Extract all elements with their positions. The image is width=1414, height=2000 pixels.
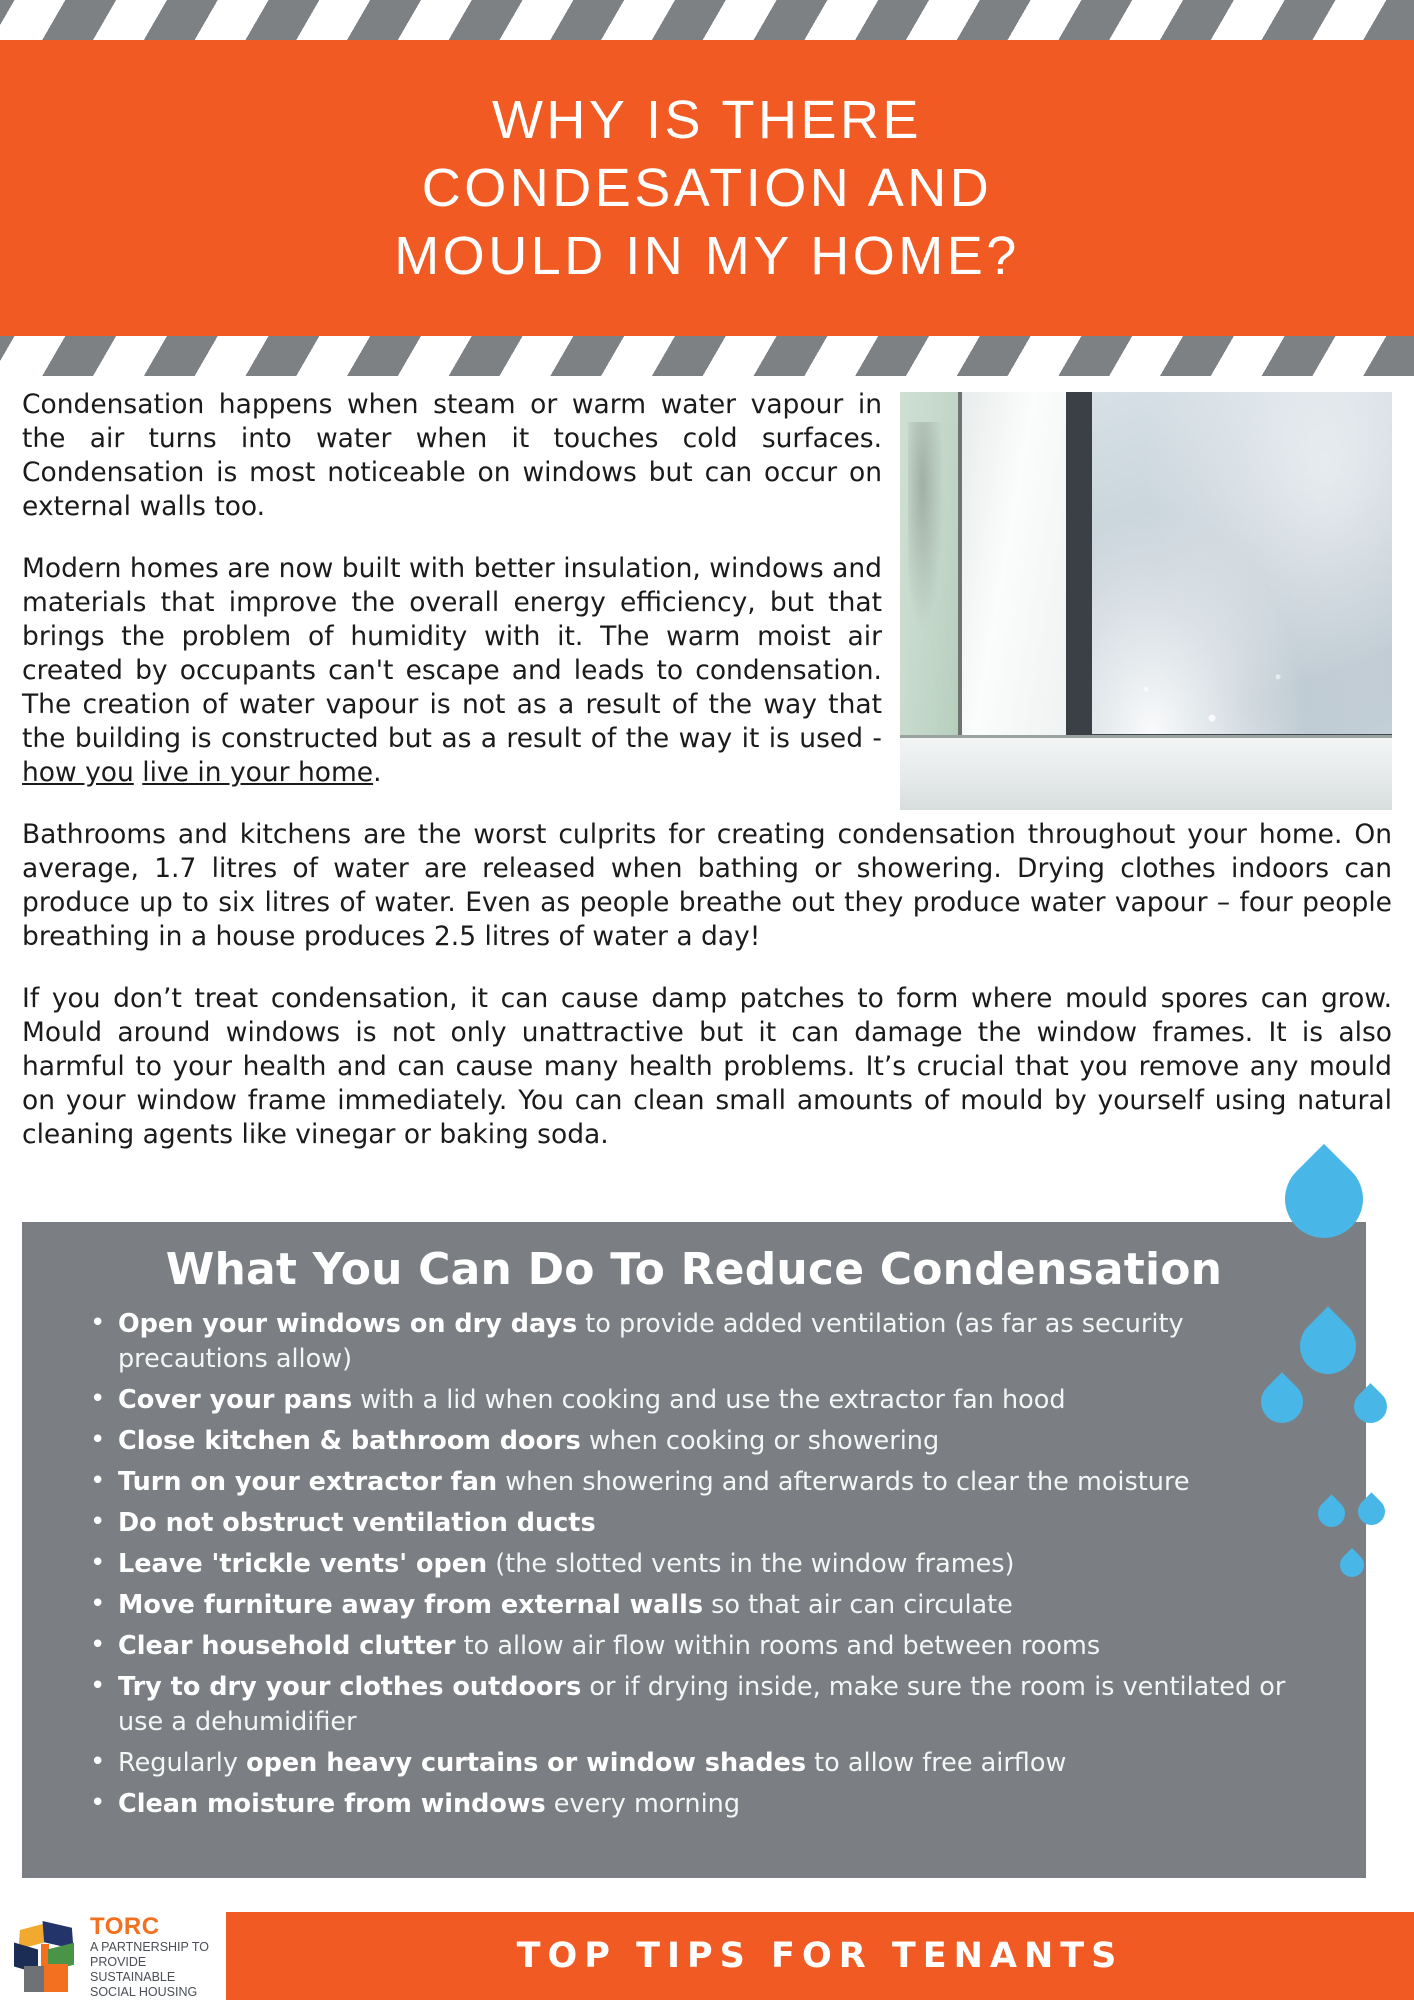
diagonal-stripe-band-top <box>0 0 1414 40</box>
list-item <box>76 1506 1312 1541</box>
tip-bold: Open your windows on dry days <box>118 1309 578 1339</box>
tip-rest: so that air can circulate <box>703 1590 1013 1620</box>
page-title-line-1: WHY IS THERE <box>491 90 923 150</box>
paragraph-2-text: Modern homes are now built with better insulation, windows and materials that improve the overall energy efficiency, but that brings the problem of humidity with it. The warm moist air created by occupants can't escape and leads to condensation. The creation of water vapour is not as a result of the way that the building is constructed but as a result of the way it is used - <box>22 553 882 754</box>
tip-bold: Leave 'trickle vents' open <box>118 1549 488 1579</box>
page-title-line-2: CONDESATION AND <box>421 158 993 218</box>
list-item <box>76 1547 1312 1582</box>
article-body <box>22 388 1392 1176</box>
logo-shape-gray <box>24 1966 44 1992</box>
paragraph-4: If you don’t treat condensation, it can cause damp patches to form where mould spores can grow. Mould around windows is not only unattractive but it can damage the window frames. It is also harmful to your health and can cause many health problems. It’s crucial that you remove any mould on your window frame immediately. You can clean small amounts of mould by yourself using natural cleaning agents like vinegar or baking soda. <box>22 983 1392 1150</box>
text-and-photo-wrap <box>22 388 1392 1152</box>
tip-bold: Close kitchen & bathroom doors <box>118 1426 581 1456</box>
torc-pinwheel-icon <box>14 1922 80 1992</box>
logo-tagline-line-1: A PARTNERSHIP TO PROVIDE <box>90 1940 210 1969</box>
logo-name: TORC <box>90 1913 160 1940</box>
logo-shape-orange <box>46 1964 68 1992</box>
list-item <box>76 1588 1312 1623</box>
tip-bold: Clean moisture from windows <box>118 1789 546 1819</box>
torc-logo-text <box>90 1914 219 2000</box>
list-item <box>76 1424 1312 1459</box>
tip-rest: (the slotted vents in the window frames) <box>487 1549 1015 1579</box>
tip-bold: Turn on your extractor fan <box>118 1467 498 1497</box>
diagonal-stripe-band-middle <box>0 336 1414 376</box>
torc-logo <box>14 1913 219 1999</box>
tip-rest: every morning <box>545 1789 741 1819</box>
footer-banner-text: TOP TIPS FOR TENANTS <box>516 1936 1124 1976</box>
tip-bold: Do not obstruct ventilation ducts <box>118 1508 596 1538</box>
tips-panel <box>22 1222 1366 1878</box>
header-banner <box>0 40 1414 336</box>
footer-banner <box>226 1912 1414 2000</box>
paragraph-2-period: . <box>373 757 382 788</box>
tip-rest: when cooking or showering <box>580 1426 940 1456</box>
list-item <box>76 1629 1312 1664</box>
photo-window-sill <box>900 735 1392 810</box>
paragraph-3: Bathrooms and kitchens are the worst culprits for creating condensation throughout your home. On average, 1.7 litres of water are released when bathing or showering. Drying clothes indoors can produce up to six litres of water. Even as people breathe out they produce water vapour – four people breathing in a house produces 2.5 litres of water a day! <box>22 819 1392 952</box>
tip-rest: to provide added ventilation (as far as security precautions allow) <box>118 1309 1184 1374</box>
page-title <box>157 86 1257 290</box>
tip-rest: or if drying inside, make sure the room is ventilated or use a dehumidifier <box>118 1672 1286 1737</box>
tip-bold: Cover your pans <box>118 1385 353 1415</box>
tips-heading: What You Can Do To Reduce Condensation <box>165 1244 1223 1295</box>
paragraph-1: Condensation happens when steam or warm water vapour in the air turns into water when it touches cold surfaces. Condensation is most noticeable on windows but can occur on external walls too. <box>22 389 882 522</box>
list-item <box>76 1383 1312 1418</box>
tip-bold: Clear household clutter <box>118 1631 456 1661</box>
list-item <box>76 1746 1312 1781</box>
tips-list <box>22 1307 1366 1822</box>
tip-rest: to allow air flow within rooms and between rooms <box>455 1631 1101 1661</box>
logo-tagline-line-2: SUSTAINABLE SOCIAL HOUSING <box>90 1970 198 1999</box>
list-item <box>76 1307 1312 1377</box>
list-item <box>76 1670 1312 1740</box>
photo-mould-stain <box>908 422 944 632</box>
tip-bold: Try to dry your clothes outdoors <box>118 1672 582 1702</box>
page-title-line-3: MOULD IN MY HOME? <box>394 226 1020 286</box>
tip-lead: Regularly <box>118 1748 247 1778</box>
link-how-you[interactable]: how you <box>22 757 134 788</box>
list-item <box>76 1787 1312 1822</box>
tip-rest: with a lid when cooking and use the extractor fan hood <box>352 1385 1066 1415</box>
list-item <box>76 1465 1312 1500</box>
tip-rest: to allow free airflow <box>806 1748 1067 1778</box>
tip-bold: Move furniture away from external walls <box>118 1590 704 1620</box>
tip-bold: open heavy curtains or window shades <box>246 1748 807 1778</box>
condensation-window-photo <box>900 392 1392 810</box>
tip-rest: when showering and afterwards to clear the moisture <box>497 1467 1190 1497</box>
link-live-in-your-home[interactable]: live in your home <box>142 757 374 788</box>
